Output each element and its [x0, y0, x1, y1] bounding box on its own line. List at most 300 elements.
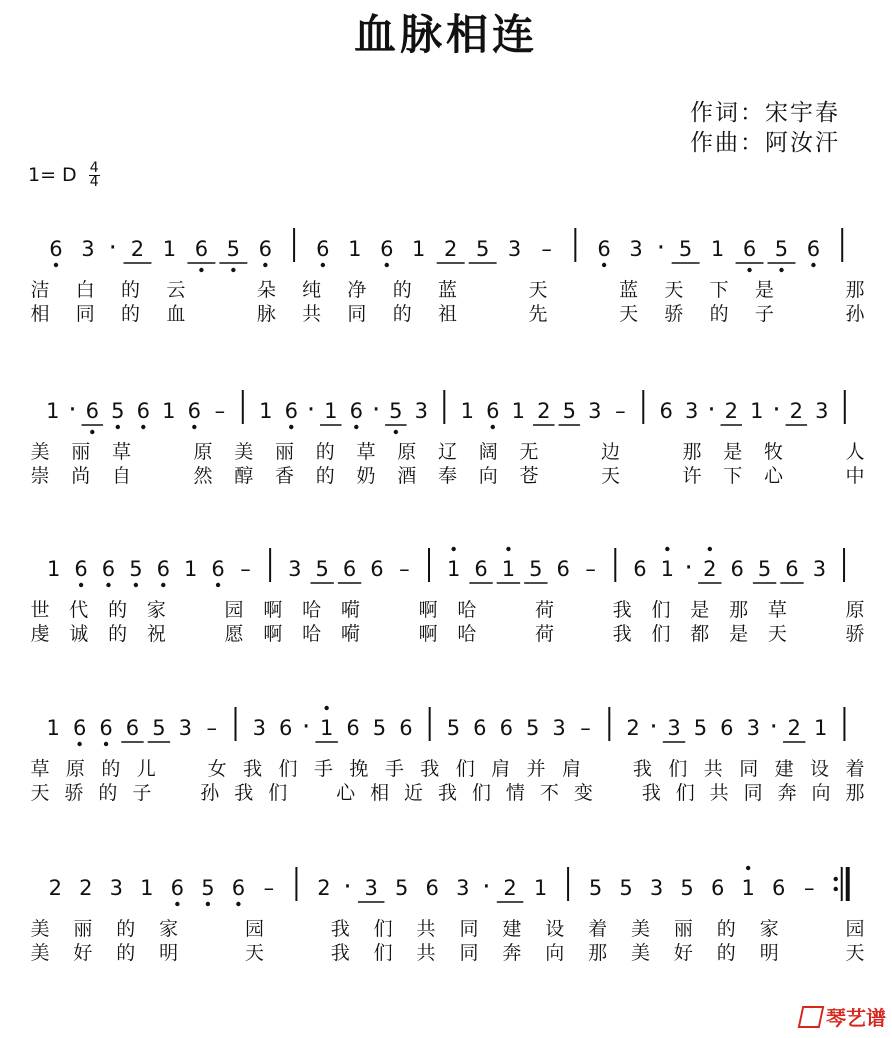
note: 6 — [633, 557, 647, 581]
lyric-char: 共 — [416, 942, 436, 964]
low-octave-dot — [79, 583, 83, 587]
lyric-char: 共 — [703, 758, 723, 780]
note: 5 — [693, 716, 708, 740]
lyric-char: 啊 — [263, 599, 283, 621]
time-bottom: 4 — [89, 174, 99, 190]
note: 5 — [757, 557, 772, 581]
note: 6 — [473, 716, 487, 740]
note: 6 — [74, 557, 88, 581]
lyric-char: 建 — [502, 918, 522, 940]
note: 6 — [499, 716, 513, 740]
lyric-char: 的 — [108, 623, 128, 645]
lyric-char: 挽 — [349, 758, 369, 780]
note: 6 — [710, 876, 725, 900]
lyric-char: 那 — [682, 441, 702, 463]
note: 1 — [412, 237, 426, 261]
note: 1 — [813, 716, 828, 740]
lyric-char: 奔 — [777, 782, 797, 804]
note: 3 — [109, 876, 123, 900]
note: 5 — [680, 876, 694, 900]
note: 5 — [446, 716, 461, 740]
lyric-char: 我 — [612, 623, 632, 645]
lyric-char: 子 — [132, 782, 152, 804]
lyric-char: 苍 — [519, 465, 539, 487]
note: 6 — [425, 876, 439, 900]
note: 3 — [685, 399, 699, 423]
lyric-char: 那 — [845, 782, 865, 804]
augmentation-dot: · — [482, 872, 491, 902]
note: 6 — [194, 237, 209, 261]
lyric-char: 女 — [207, 758, 227, 780]
lyric-char: 的 — [315, 441, 335, 463]
note: 2 — [48, 876, 62, 900]
lyric-char: 美 — [631, 918, 651, 940]
lyric-char: 的 — [392, 279, 412, 301]
lyric-char: 那 — [588, 942, 608, 964]
note: 5 — [562, 399, 576, 423]
lyric-char: 家 — [759, 918, 779, 940]
low-octave-dot — [141, 425, 145, 429]
lyric-char: 然 — [193, 465, 213, 487]
lyric-char: 天 — [845, 942, 865, 964]
lyric-char: 是 — [754, 279, 774, 301]
low-octave-dot — [491, 425, 495, 429]
lyric-char: 是 — [723, 441, 743, 463]
note: 6 — [342, 557, 357, 581]
note: 6 — [316, 237, 330, 261]
lyric-char: 丽 — [71, 441, 91, 463]
low-octave-dot — [385, 263, 389, 267]
note: 6 — [258, 237, 273, 261]
note: 2 — [537, 399, 551, 423]
lyric-char: 们 — [373, 918, 393, 940]
note: 5 — [129, 557, 143, 581]
augmentation-dot: · — [68, 395, 77, 425]
lyric-char: 边 — [600, 441, 621, 463]
lyric-char: 好 — [673, 942, 693, 964]
augmentation-dot: · — [684, 553, 693, 583]
note: 6 — [156, 557, 170, 581]
lyric-char: 同 — [739, 758, 759, 780]
lyric-char: 的 — [315, 465, 335, 487]
note: 6 — [370, 557, 384, 581]
lyric-char: 儿 — [136, 758, 156, 780]
lyric-char: 啊 — [418, 599, 438, 621]
lyric-char: 美 — [30, 441, 50, 463]
repeat-dot — [834, 887, 838, 891]
note: 2 — [789, 399, 804, 423]
lyric-char: 我 — [437, 782, 458, 804]
lyric-char: 美 — [234, 441, 254, 463]
lyric-char: 丽 — [673, 918, 693, 940]
lyric-char: 肩 — [562, 758, 582, 780]
note: 2 — [503, 876, 517, 900]
note: 6 — [187, 399, 202, 423]
lyric-char: 孙 — [200, 782, 220, 804]
lyric-char: 明 — [759, 942, 779, 964]
lyric-char: 草 — [767, 599, 787, 621]
note: 1 — [750, 399, 764, 423]
note: 3 — [252, 716, 266, 740]
lyric-char: 啊 — [418, 623, 438, 645]
time-top: 4 — [89, 160, 99, 176]
low-octave-dot — [206, 902, 210, 906]
lyric-char: 都 — [690, 623, 710, 645]
lyric-char: 祖 — [437, 303, 458, 325]
lyric-char: 虔 — [30, 623, 50, 645]
lyric-char: 我 — [234, 782, 254, 804]
high-octave-dot — [451, 547, 455, 551]
lyric-char: 白 — [75, 279, 95, 301]
note: 6 — [101, 557, 116, 581]
note: 6 — [474, 557, 488, 581]
watermark-text: 琴艺谱 — [826, 1006, 886, 1030]
low-octave-dot — [77, 742, 81, 746]
lyric-char: 的 — [121, 303, 141, 325]
note: 6 — [556, 557, 570, 581]
lyric-char: 心 — [763, 465, 784, 487]
lyric-char: 蓝 — [437, 279, 458, 301]
note: 5 — [529, 557, 543, 581]
lyric-char: 自 — [111, 465, 132, 487]
lyric-char: 心 — [336, 782, 356, 804]
note: 1 — [710, 237, 725, 261]
low-octave-dot — [602, 263, 606, 267]
lyric-char: 洁 — [30, 279, 50, 301]
note: 1 — [501, 557, 516, 581]
lyric-char: 肩 — [491, 758, 511, 780]
lyric-char: 向 — [545, 942, 565, 964]
lyric-char: 家 — [146, 599, 166, 621]
lyric-char: 先 — [528, 303, 548, 325]
low-octave-dot — [175, 902, 179, 906]
lyric-char: 是 — [690, 599, 710, 621]
lyric-char: 着 — [845, 758, 865, 780]
note: 1 — [259, 399, 273, 423]
lyric-char: 哈 — [457, 623, 477, 645]
lyric-char: 荷 — [535, 599, 555, 621]
lyric-char: 云 — [166, 279, 186, 301]
lyric-char: 蓝 — [619, 279, 639, 301]
note: 3 — [649, 876, 664, 900]
lyric-char: 原 — [845, 599, 865, 621]
lyric-char: 手 — [313, 758, 333, 780]
lyric-char: 血 — [166, 303, 186, 325]
lyric-char: 不 — [539, 782, 559, 804]
dash-note: – — [580, 716, 591, 740]
lyric-char: 们 — [651, 599, 671, 621]
augmentation-dot: · — [707, 395, 716, 425]
high-octave-dot — [324, 706, 328, 710]
lyric-char: 的 — [716, 918, 736, 940]
lyric-char: 尚 — [71, 465, 91, 487]
note: 6 — [772, 876, 786, 900]
lyric-char: 我 — [330, 918, 350, 940]
lyric-char: 草 — [111, 441, 132, 463]
lyric-char: 那 — [729, 599, 749, 621]
lyric-char: 向 — [811, 782, 831, 804]
note: 1 — [324, 399, 338, 423]
lyric-char: 哈 — [457, 599, 477, 621]
note: 6 — [346, 716, 360, 740]
high-octave-dot — [746, 866, 750, 870]
lyric-char: 草 — [30, 758, 50, 780]
lyric-char: 美 — [30, 918, 50, 940]
note: 3 — [746, 716, 760, 740]
lyric-char: 的 — [98, 782, 118, 804]
lyric-char: 美 — [631, 942, 651, 964]
low-octave-dot — [394, 430, 398, 434]
note: 6 — [730, 557, 744, 581]
key-label: 1= D — [28, 164, 77, 186]
lyric-char: 丽 — [274, 441, 295, 463]
low-octave-dot — [192, 425, 196, 429]
lyric-char: 中 — [845, 465, 865, 487]
note: 1 — [46, 716, 60, 740]
lyric-char: 下 — [723, 465, 743, 487]
lyric-char: 园 — [224, 599, 244, 621]
note: 1 — [162, 399, 176, 423]
lyric-char: 下 — [709, 279, 729, 301]
lyric-char: 我 — [612, 599, 632, 621]
lyric-char: 牧 — [763, 441, 784, 463]
lyric-char: 骄 — [664, 303, 684, 325]
lyric-char: 的 — [716, 942, 736, 964]
note: 3 — [288, 557, 302, 581]
lyric-char: 骄 — [64, 782, 84, 804]
lyric-char: 嗬 — [340, 599, 360, 621]
lyric-char: 天 — [528, 279, 548, 301]
high-octave-dot — [665, 547, 669, 551]
note: 5 — [226, 237, 241, 261]
note: 3 — [667, 716, 681, 740]
note: 6 — [211, 557, 225, 581]
lyric-char: 们 — [268, 782, 288, 804]
lyric-char: 天 — [600, 465, 621, 487]
note: 2 — [626, 716, 640, 740]
lyric-char: 我 — [243, 758, 263, 780]
note: 6 — [49, 237, 63, 261]
repeat-dot — [834, 877, 838, 881]
dash-note: – — [615, 399, 626, 423]
augmentation-dot: · — [302, 712, 311, 742]
lyric-char: 阔 — [478, 441, 498, 463]
lyric-char: 净 — [347, 279, 367, 301]
note: 5 — [526, 716, 540, 740]
lyric-char: 设 — [545, 918, 565, 940]
lyric-char: 共 — [302, 303, 322, 325]
lyric-char: 天 — [619, 303, 639, 325]
note: 6 — [806, 237, 821, 261]
note: 6 — [85, 399, 99, 423]
watermark-logo — [800, 1002, 886, 1031]
note: 5 — [315, 557, 329, 581]
low-octave-dot — [134, 583, 138, 587]
note: 3 — [507, 237, 522, 261]
lyricist-credit: 作词：宋宇春 — [690, 100, 840, 126]
note: 1 — [140, 876, 154, 900]
lyric-char: 那 — [845, 279, 865, 301]
lyric-char: 们 — [668, 758, 688, 780]
note: 5 — [389, 399, 403, 423]
note: 6 — [231, 876, 246, 900]
low-octave-dot — [54, 263, 58, 267]
lyric-char: 辽 — [437, 441, 458, 463]
note: 5 — [774, 237, 789, 261]
note: 5 — [111, 399, 125, 423]
lyric-char: 骄 — [845, 623, 865, 645]
lyric-char: 代 — [69, 599, 89, 621]
lyric-char: 我 — [330, 942, 350, 964]
note: 5 — [152, 716, 166, 740]
note: 3 — [81, 237, 95, 261]
lyric-char: 园 — [244, 918, 264, 940]
lyric-char: 同 — [459, 942, 479, 964]
dash-note: – — [214, 399, 226, 423]
note: 6 — [399, 716, 413, 740]
note: 6 — [486, 399, 500, 423]
lyric-char: 愿 — [224, 623, 244, 645]
note: 1 — [533, 876, 548, 900]
note: 3 — [629, 237, 643, 261]
lyric-char: 家 — [159, 918, 179, 940]
note: 3 — [812, 557, 827, 581]
lyric-char: 香 — [274, 465, 295, 487]
low-octave-dot — [199, 268, 203, 272]
dash-note: – — [399, 557, 410, 581]
lyric-char: 的 — [101, 758, 121, 780]
note: 1 — [660, 557, 675, 581]
note: 2 — [787, 716, 801, 740]
lyric-char: 是 — [729, 623, 749, 645]
note: 5 — [588, 876, 603, 900]
note: 3 — [178, 716, 192, 740]
augmentation-dot: · — [656, 233, 665, 263]
lyric-char: 向 — [478, 465, 498, 487]
note: 6 — [125, 716, 140, 740]
low-octave-dot — [263, 263, 267, 267]
lyric-char: 许 — [682, 465, 702, 487]
augmentation-dot: · — [769, 712, 778, 742]
lyric-char: 建 — [774, 758, 794, 780]
lyric-char: 无 — [519, 441, 539, 463]
song-title: 血脉相连 — [353, 10, 538, 59]
lyric-char: 脉 — [256, 303, 276, 325]
lyric-char: 同 — [459, 918, 479, 940]
lyric-char: 醇 — [234, 465, 254, 487]
low-octave-dot — [106, 583, 110, 587]
low-octave-dot — [321, 263, 325, 267]
lyric-char: 诚 — [69, 623, 89, 645]
lyric-char: 天 — [30, 782, 50, 804]
note: 2 — [79, 876, 93, 900]
lyric-char: 变 — [573, 782, 593, 804]
lyric-char: 啊 — [263, 623, 283, 645]
lyric-char: 同 — [743, 782, 763, 804]
note: 3 — [815, 399, 829, 423]
lyric-char: 纯 — [302, 279, 322, 301]
lyric-char: 奔 — [502, 942, 522, 964]
lyric-char: 手 — [384, 758, 404, 780]
augmentation-dot: · — [772, 395, 781, 425]
lyric-char: 们 — [471, 782, 491, 804]
note: 6 — [785, 557, 799, 581]
lyric-char: 同 — [75, 303, 95, 325]
note: 6 — [284, 399, 298, 423]
augmentation-dot: · — [649, 712, 658, 742]
lyric-char: 共 — [416, 918, 436, 940]
lyric-char: 我 — [641, 782, 661, 804]
note: 5 — [619, 876, 633, 900]
note: 6 — [659, 399, 673, 423]
logo-icon — [798, 1006, 825, 1028]
low-octave-dot — [747, 268, 751, 272]
lyric-char: 的 — [392, 303, 412, 325]
dash-note: – — [803, 876, 815, 900]
note: 2 — [703, 557, 717, 581]
note: 2 — [444, 237, 458, 261]
dash-note: – — [585, 557, 596, 581]
high-octave-dot — [506, 547, 510, 551]
note: 6 — [720, 716, 734, 740]
lyric-char: 荷 — [535, 623, 555, 645]
note: 1 — [348, 237, 362, 261]
note: 6 — [349, 399, 363, 423]
note: 1 — [162, 237, 177, 261]
lyric-char: 草 — [356, 441, 376, 463]
lyric-char: 嗬 — [340, 623, 360, 645]
low-octave-dot — [161, 583, 165, 587]
note: 2 — [317, 876, 331, 900]
lyric-char: 天 — [244, 942, 264, 964]
low-octave-dot — [354, 425, 358, 429]
low-octave-dot — [779, 268, 783, 272]
note: 1 — [47, 557, 61, 581]
lyric-char: 天 — [664, 279, 684, 301]
low-octave-dot — [104, 742, 108, 746]
lyric-char: 酒 — [397, 465, 417, 487]
lyric-char: 的 — [709, 303, 729, 325]
note: 6 — [72, 716, 87, 740]
augmentation-dot: · — [371, 395, 381, 425]
note: 5 — [475, 237, 490, 261]
lyric-char: 园 — [845, 918, 865, 940]
note: 2 — [130, 237, 145, 261]
lyric-char: 丽 — [73, 918, 93, 940]
high-octave-dot — [708, 547, 712, 551]
low-octave-dot — [90, 430, 94, 434]
note: 1 — [446, 557, 461, 581]
augmentation-dot: · — [108, 233, 117, 263]
note: 1 — [183, 557, 198, 581]
lyric-char: 情 — [505, 782, 525, 804]
note: 5 — [201, 876, 215, 900]
lyric-char: 们 — [373, 942, 393, 964]
note: 2 — [724, 399, 738, 423]
lyric-char: 好 — [73, 942, 93, 964]
lyric-char: 相 — [30, 303, 50, 325]
note: 3 — [456, 876, 470, 900]
lyric-char: 孙 — [845, 303, 865, 325]
lyric-char: 的 — [121, 279, 141, 301]
note: 1 — [46, 399, 60, 423]
augmentation-dot: · — [306, 395, 316, 425]
note: 3 — [414, 399, 429, 423]
note: 5 — [395, 876, 409, 900]
lyric-char: 们 — [278, 758, 298, 780]
lyric-char: 同 — [347, 303, 367, 325]
lyric-char: 们 — [651, 623, 671, 645]
